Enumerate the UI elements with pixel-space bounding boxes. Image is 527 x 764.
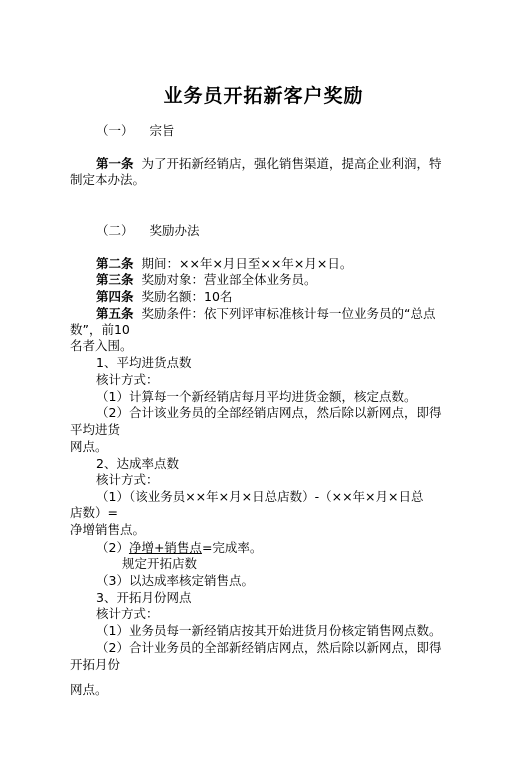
item-2-sub-3: （3）以达成率核定销售点。 xyxy=(96,573,254,588)
item-2-sub-1-line-2: 店数）= xyxy=(70,505,118,520)
article-2-text: 期间：××年×月日至××年×月×日。 xyxy=(141,256,353,271)
item-1-method: 核计方式： xyxy=(96,372,159,387)
article-4-label: 第四条 xyxy=(96,289,134,304)
article-2-label: 第二条 xyxy=(96,256,134,271)
article-1-line-2: 制定本办法。 xyxy=(70,172,146,187)
item-2-heading: 2、达成率点数 xyxy=(96,456,179,471)
section-2-heading xyxy=(96,223,200,239)
item-3-heading: 3、开拓月份网点 xyxy=(96,590,192,605)
section-2-title: 奖励办法 xyxy=(149,223,200,238)
item-3-sub-2-line-2: 开拓月份 xyxy=(70,657,121,672)
article-5-line-1 xyxy=(96,306,436,322)
item-2-sub-2-prefix: （2） xyxy=(96,540,129,555)
article-1-line-1 xyxy=(96,156,442,172)
article-2 xyxy=(96,256,352,272)
article-1-text: 为了开拓新经销店，强化销售渠道，提高企业利润，特 xyxy=(141,156,442,171)
item-3-sub-1: （1）业务员每一新经销店按其开始进货月份核定销售网点数。 xyxy=(96,623,442,638)
article-4 xyxy=(96,289,232,305)
item-1-sub-2-line-1: （2）合计该业务员的全部经销店网点，然后除以新网点，即得 xyxy=(96,405,442,420)
item-2-method: 核计方式： xyxy=(96,472,159,487)
article-5-label: 第五条 xyxy=(96,306,134,321)
article-5-text: 奖励条件：依下列评审标准核计每一位业务员的“总点 xyxy=(141,306,436,321)
item-2-sub-2-denominator: 规定开拓店数 xyxy=(122,556,198,571)
article-3-label: 第三条 xyxy=(96,272,134,287)
article-5-line-2: 数”，前10 xyxy=(70,322,130,337)
article-3 xyxy=(96,272,317,288)
section-1-heading xyxy=(96,123,175,139)
article-3-text: 奖励对象：营业部全体业务员。 xyxy=(141,272,317,287)
item-2-sub-2-line-1 xyxy=(96,540,262,556)
article-1-label: 第一条 xyxy=(96,156,134,171)
article-5-line-3: 名者入围。 xyxy=(70,338,133,353)
item-3-sub-2-line-1: （2）合计业务员的全部新经销店网点，然后除以新网点，即得 xyxy=(96,640,442,655)
item-1-sub-2-line-2: 平均进货 xyxy=(70,422,121,437)
item-2-sub-1-line-3: 净增销售点。 xyxy=(70,522,146,537)
item-1-sub-2-line-3: 网点。 xyxy=(70,439,108,454)
section-1-label: （一） xyxy=(96,123,134,138)
section-1-title: 宗旨 xyxy=(149,123,175,138)
item-3-sub-2-line-3: 网点。 xyxy=(70,682,108,697)
item-1-sub-1: （1）计算每一个新经销店每月平均进货金额，核定点数。 xyxy=(96,389,417,404)
article-4-text: 奖励名额：10名 xyxy=(141,289,233,304)
item-1-heading: 1、平均进货点数 xyxy=(96,355,192,370)
item-2-sub-2-suffix: =完成率。 xyxy=(201,540,263,555)
item-2-sub-2-numerator: 净增+销售点 xyxy=(128,540,202,555)
item-3-method: 核计方式： xyxy=(96,606,159,621)
document-title: 业务员开拓新客户奖励 xyxy=(163,85,364,107)
section-2-label: （二） xyxy=(96,223,134,238)
item-2-sub-1-line-1: （1）（该业务员××年×月×日总店数）-（××年×月×日总 xyxy=(96,489,424,504)
